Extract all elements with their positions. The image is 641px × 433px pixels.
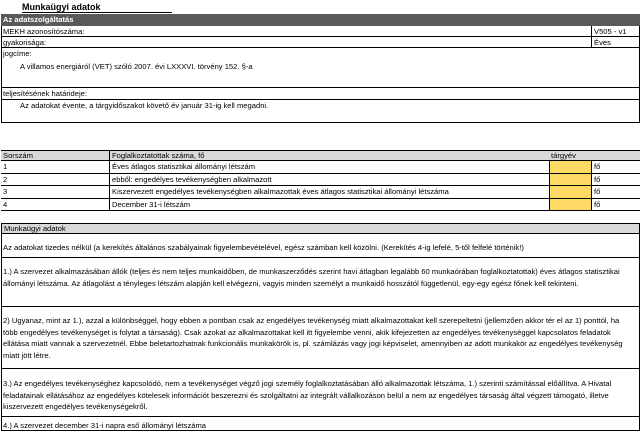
notes-divider: [1, 306, 640, 307]
row-value-input[interactable]: [549, 186, 591, 198]
table-row: [1, 186, 640, 199]
row-unit: fő: [591, 186, 640, 198]
frequency-value-cell: [591, 37, 640, 47]
row-unit: fő: [591, 161, 640, 173]
mekh-value: V505 - v1: [594, 27, 627, 36]
row-num: 3: [3, 187, 8, 196]
table-row: [1, 161, 640, 174]
mekh-value-cell: [591, 26, 640, 36]
col-header-year: tárgyév: [551, 151, 576, 160]
col-header-name: Foglalkoztatottak száma, fő: [109, 151, 549, 161]
note-3: 3.) Az engedélyes tevékenységhez kapcsolódó, nem a tevékenységet végző jogi személy foglalkoztatásában álló alkalmazottak létszáma, 1.) szerinti számítással előállítva. A Hivatal feladatainak ellátásához az engedélyes kötelesek információt beszerezni és szolgáltatni az integrált vállalkozáson belül a nem az engedélyes társaság által végzett támogató, illetve kiszervezett engedélyes tevékenységekről.: [3, 379, 612, 411]
row-unit: fő: [591, 199, 640, 211]
mekh-label: MEKH azonosítószáma:: [3, 27, 85, 36]
row-num: 4: [3, 199, 8, 209]
service-header: Az adatszolgáltatás: [3, 15, 74, 24]
col-header-num: Sorszám: [3, 151, 33, 160]
row-unit: fő: [591, 174, 640, 186]
notes-divider: [1, 416, 640, 417]
mekh-row: [1, 26, 640, 37]
row-name: Kiszervezett engedélyes tevékenységben alkalmazottak éves átlagos statisztikai állományi létszáma: [109, 186, 549, 198]
legal-value: A villamos energiáról (VET) szóló 2007. évi LXXXVI. törvény 152. §-a: [20, 62, 253, 71]
note-4: 4.) A szervezet december 31-i napra eső állományi létszáma: [3, 421, 207, 430]
frequency-label: gyakorisága:: [3, 38, 47, 47]
row-value-input[interactable]: [549, 174, 591, 186]
deadline-divider: [1, 99, 640, 100]
notes-divider: [1, 257, 640, 258]
notes-intro: Az adatokat tizedes nélkül (a kerekítés általános szabályainak figyelembevételével, egész számban kell közölni. (Kerekítés 4-ig lefelé, 5-től felfelé történik!): [3, 243, 524, 252]
frequency-row: [1, 37, 640, 48]
notes-header-bar: [2, 224, 639, 234]
row-value-input[interactable]: [549, 199, 591, 211]
row-name: December 31-i létszám: [109, 199, 549, 211]
row-name: ebből: engedélyes tevékenységben alkalmazott: [109, 174, 549, 186]
data-table: [1, 150, 640, 211]
service-header-bar: [1, 14, 640, 26]
table-row: [1, 199, 640, 212]
note-1: 1.) A szervezet alkalmazásában állók (teljes és nem teljes munkaidőben, de munkaszerződés szerint havi átlagban legalább 60 munkaórában foglalkoztatottak) éves átlagos statisztikai állományi létszáma. Az átlagolást a tényleges létszám alapján kell elvégezni, vagyis minden személyt a munkaidő hosszától függetlenül, egy-egy egész főnek kell tekinteni.: [3, 267, 620, 288]
note-2: 2) Ugyanaz, mint az 1.), azzal a különbséggel, hogy ebben a pontban csak az engedélyes tevékenység miatt alkalmazottakat kell szerepeltetni (jellemzően akkor tér el az 1) ponttól, ha több engedélyes tevékenységet is folytat a társaság). Csak azokat az alkalmazottakat kell itt figyelembe venni, akik kifejezetten az engedélyes tevékenységgel kapcsolatos feladatok ellátása miatt vannak a szervezetnél. Ebbe beletartozhatnak funkcionális munkakörök is, pl. számlázás vagy jogi képviselet, amennyiben az adott munkakör az engedélyes tevékenység miatt jött létre.: [3, 316, 623, 360]
row-num: 1: [3, 162, 8, 171]
notes-header: Munkaügyi adatok: [4, 224, 66, 233]
deadline-value: Az adatokat évente, a tárgyidőszakot követő év január 31-ig kell megadni.: [20, 101, 269, 110]
page-title: Munkaügyi adatok: [22, 2, 172, 13]
notes-divider: [1, 368, 640, 369]
row-value-input[interactable]: [549, 161, 591, 173]
legal-label: jogcíme:: [3, 49, 32, 58]
deadline-label: teljesítésének határideje:: [3, 89, 88, 98]
row-name: Éves átlagos statisztikai állományi létszám: [109, 161, 549, 173]
legal-divider: [1, 87, 640, 88]
table-row: [1, 174, 640, 187]
row-num: 2: [3, 174, 8, 184]
frequency-value: Éves: [594, 38, 611, 47]
